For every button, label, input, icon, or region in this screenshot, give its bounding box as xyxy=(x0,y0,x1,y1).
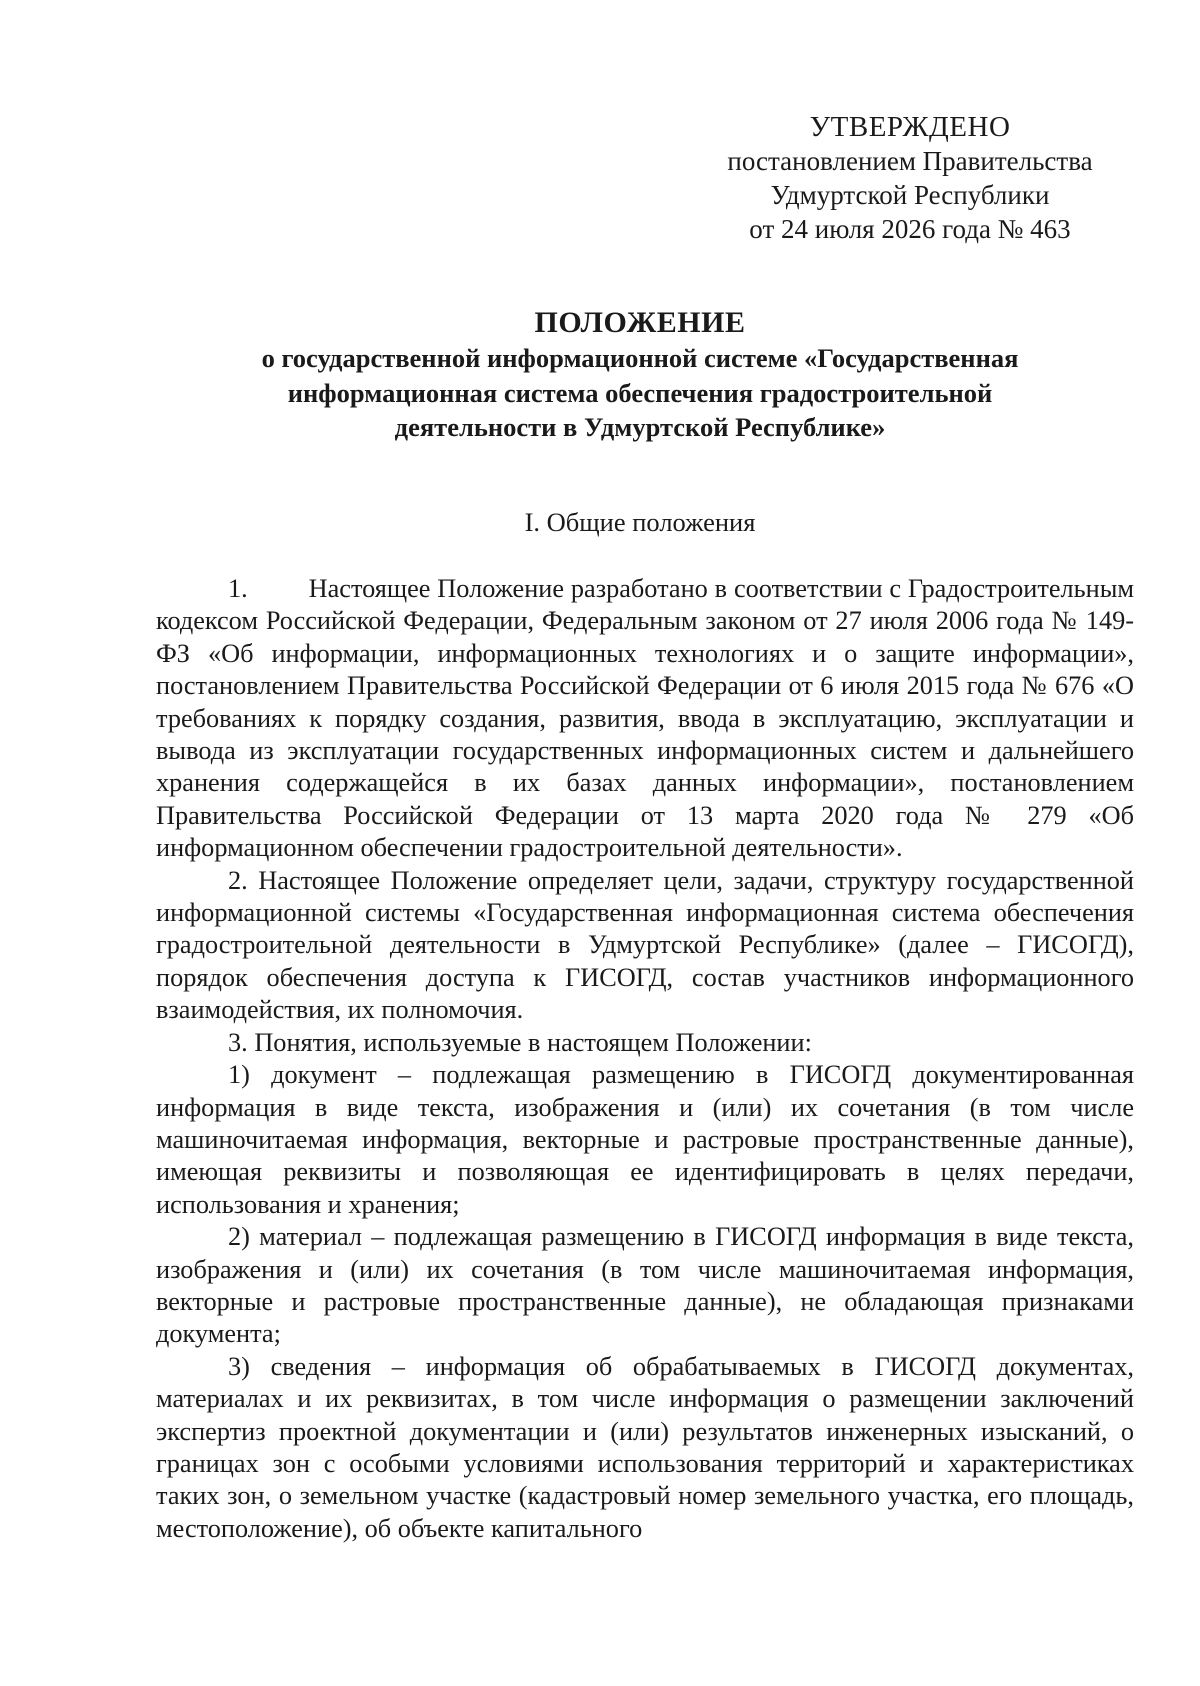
paragraph-3 xyxy=(156,1027,1134,1059)
document-subtitle-line-1: о государственной информационной системе «Государственная xyxy=(261,343,1019,373)
paragraph-text: сведения – информация об обрабатываемых в ГИСОГД документах, материалах и их реквизитах, в том числе информация о размещении заключений экспертиз проектной документации и (или) результатов инженерных изысканий, о границах зон с особыми условиями использования территорий и характеристиках таких зон, о земельном участке (кадастровый номер земельного участка, его площадь, местоположение), об объекте капитального xyxy=(156,1351,1134,1543)
definition-1 xyxy=(156,1059,1134,1221)
approval-stamp xyxy=(700,110,1120,246)
approval-line-3: от 24 июля 2026 года № 463 xyxy=(749,214,1071,244)
document-body xyxy=(156,573,1134,1545)
approval-line-1: постановлением Правительства xyxy=(727,146,1093,176)
approval-heading: УТВЕРЖДЕНО xyxy=(809,111,1011,143)
approval-line-2: Удмуртской Республики xyxy=(770,180,1050,210)
document-subtitle-line-2: информационная система обеспечения градостроительной xyxy=(287,377,993,408)
paragraph-text: Понятия, используемые в настоящем Положении: xyxy=(254,1027,812,1057)
definition-2 xyxy=(156,1221,1134,1351)
document-title-block xyxy=(150,305,1130,445)
paragraph-1 xyxy=(156,573,1134,865)
paragraph-number: 2. xyxy=(228,865,248,895)
paragraph-2 xyxy=(156,865,1134,1027)
document-title: ПОЛОЖЕНИЕ xyxy=(534,306,746,339)
paragraph-number: 2) xyxy=(228,1222,250,1252)
paragraph-number: 1) xyxy=(228,1060,250,1090)
paragraph-text: материал – подлежащая размещению в ГИСОГД информация в виде текста, изображения и (или) их сочетания (в том числе машиночитаемая информация, векторные и растровые пространственные данные), не обладающая признаками документа; xyxy=(156,1222,1134,1349)
paragraph-number: 3. xyxy=(228,1027,248,1057)
document-subtitle-line-3: деятельности в Удмуртской Республике» xyxy=(394,412,886,442)
paragraph-text: Настоящее Положение определяет цели, задачи, структуру государственной информационной системы «Государственная информационная система обеспечения градостроительной деятельности в Удмуртской Республике» (далее – ГИСОГД), порядок обеспечения доступа к ГИСОГД, состав участников информационного взаимодействия, их полномочия. xyxy=(156,865,1134,1025)
definition-3 xyxy=(156,1351,1134,1545)
paragraph-text: документ – подлежащая размещению в ГИСОГД документированная информация в виде текста, изображения и (или) их сочетания (в том числе машиночитаемая информация, векторные и растровые пространственные данные), имеющая реквизиты и позволяющая ее идентифицировать в целях передачи, использования и хранения; xyxy=(156,1060,1134,1219)
section-heading: I. Общие положения xyxy=(524,507,756,537)
paragraph-number: 3) xyxy=(228,1351,250,1381)
paragraph-number: 1. xyxy=(228,574,248,603)
paragraph-text: Настоящее Положение разработано в соответствии с Градостроительным кодексом Российской Федерации, Федеральным законом от 27 июля 2006 года № 149-ФЗ «Об информации, информационных технологиях и о защите информации», постановлением Правительства Российской Федерации от 6 июля 2015 года № 676 «О требованиях к порядку создания, развития, ввода в эксплуатацию, эксплуатации и вывода из эксплуатации государственных информационных систем и дальнейшего хранения содержащейся в их базах данных информации», постановлением Правительства Российской Федерации от 13 марта 2020 года № 279 «Об информационном обеспечении градостроительной деятельности». xyxy=(156,574,1135,863)
